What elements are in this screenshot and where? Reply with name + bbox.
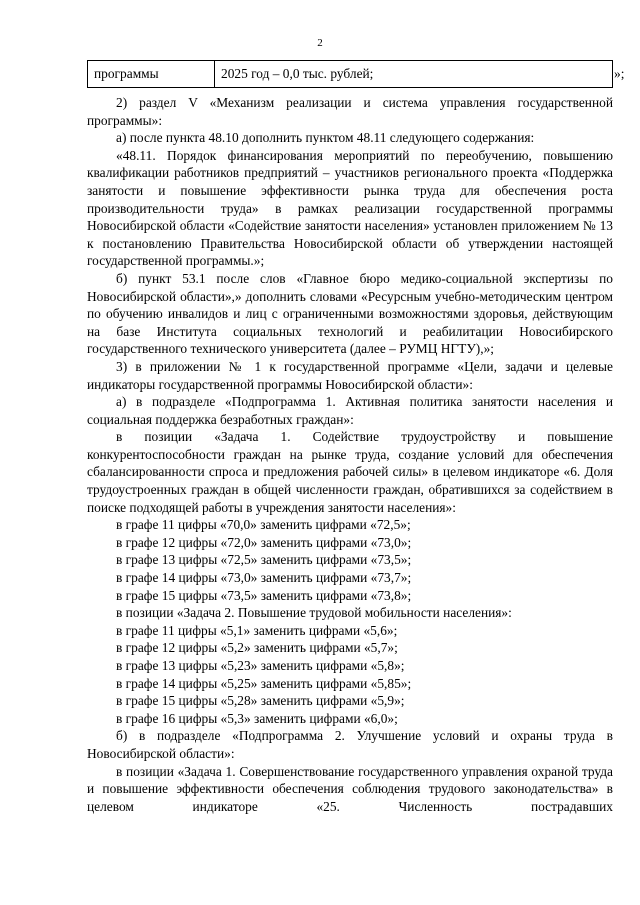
list-item: в графе 11 цифры «5,1» заменить цифрами «5,6»; — [116, 622, 398, 638]
paragraph-task-1: в позиции «Задача 1. Содействие трудоустройству и повышение конкурентоспособности граждан на рынке труда, создание условий для обеспечения сбалансированности спроса и предложения рабочей силы» в целевом индикаторе «6. Доля трудоустроенных граждан в общей численности граждан, обратившихся за содействием в поиске подходящей работы в учреждения занятости населения»: — [87, 429, 613, 515]
paragraph-task-1-sub-2: в позиции «Задача 1. Совершенствование государственного управления охраной труда и повышение эффективности обеспечения соблюдения трудового законодательства» в целевом индикаторе «25. Численность пострадавших — [87, 763, 613, 814]
list-item: в графе 15 цифры «5,28» заменить цифрами «5,9»; — [116, 693, 405, 709]
list-item: в графе 13 цифры «72,5» заменить цифрами «73,5»; — [116, 552, 412, 568]
list-item: в графе 14 цифры «73,0» заменить цифрами «73,7»; — [116, 570, 412, 586]
list-item: в графе 12 цифры «72,0» заменить цифрами «73,0»; — [116, 534, 412, 550]
list-item: в графе 12 цифры «5,2» заменить цифрами «5,7»; — [116, 640, 398, 656]
table-cell-label: программы — [88, 61, 215, 87]
list-item: в графе 15 цифры «73,5» заменить цифрами «73,8»; — [116, 587, 412, 603]
table-cell-value: 2025 год – 0,0 тыс. рублей; — [221, 66, 374, 81]
page-number: 2 — [317, 37, 323, 49]
paragraph-subprogram-1: а) в подразделе «Подпрограмма 1. Активная политика занятости населения и социальная поддержка безработных граждан»: — [87, 394, 613, 427]
list-item: в графе 14 цифры «5,25» заменить цифрами «5,85»; — [116, 675, 412, 691]
list-item: в графе 13 цифры «5,23» заменить цифрами «5,8»; — [116, 658, 405, 673]
document-body — [87, 94, 613, 815]
paragraph-subprogram-2: б) в подразделе «Подпрограмма 2. Улучшение условий и охраны труда в Новосибирской области»: — [87, 728, 613, 761]
paragraph-point-a: а) после пункта 48.10 дополнить пунктом 48.11 следующего содержания: — [116, 130, 535, 146]
table-row — [87, 60, 613, 88]
paragraph-point-b: б) пункт 53.1 после слов «Главное бюро медико-социальной экспертизы по Новосибирской области»,» дополнить словами «Ресурсным учебно-методическим центром по обучению инвалидов и лиц с ограниченными возможностями здоровья, действующим на базе Института социальных технологий и реабилитации Новосибирского государственного технического университета (далее – РУМЦ НГТУ),»; — [87, 270, 613, 357]
table-closing-quote: »; — [614, 66, 625, 81]
paragraph-appendix-1: 3) в приложении № 1 к государственной программе «Цели, задачи и целевые индикаторы государственной программы Новосибирской области»: — [87, 358, 613, 392]
paragraph-task-2: в позиции «Задача 2. Повышение трудовой мобильности населения»: — [116, 605, 512, 621]
paragraph-section-v: 2) раздел V «Механизм реализации и система управления государственной программы»: — [87, 95, 613, 128]
paragraph-48-11: «48.11. Порядок финансирования мероприятий по переобучению, повышению квалификации работников предприятий – участников регионального проекта «Поддержка занятости и повышение эффективности рынка труда для обеспечения роста производительности труда» в рамках реализации государственной программы Новосибирской области «Содействие занятости населения» установлен приложением № 13 к постановлению Правительства Новосибирской области об утверждении настоящей государственной программы.»; — [87, 147, 613, 269]
list-item: в графе 16 цифры «5,3» заменить цифрами «6,0»; — [116, 710, 398, 726]
list-item: в графе 11 цифры «70,0» заменить цифрами «72,5»; — [116, 517, 411, 533]
